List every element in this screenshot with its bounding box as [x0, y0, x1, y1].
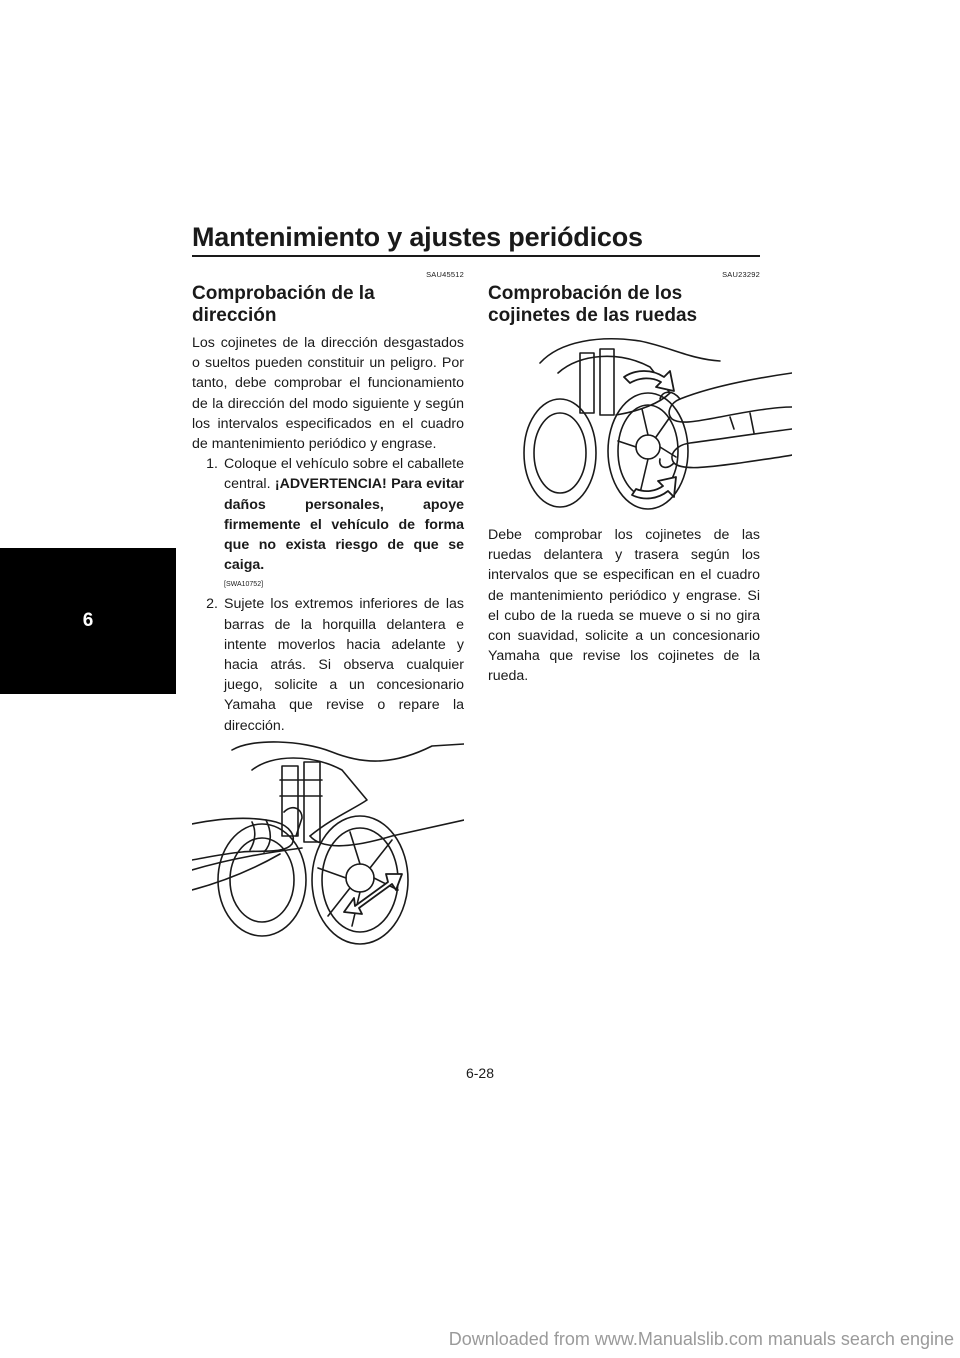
left-column — [192, 270, 464, 950]
page-number: 6-28 — [465, 1065, 495, 1081]
section-code: SAU23292 — [722, 270, 760, 279]
step-1 — [192, 454, 464, 575]
section-intro: Los cojinetes de la dirección desgastados o sueltos pueden constituir un peligro. Por tanto, debe comprobar el funcionamiento de la dirección del modo siguiente y según los intervalos especificados en el cuadro de mantenimiento periódico y engrase. — [192, 335, 464, 453]
section-heading: Comprobación de los cojinetes de las ruedas — [488, 283, 698, 326]
right-column — [488, 270, 760, 687]
section-heading: Comprobación de la dirección — [192, 283, 375, 326]
step-instruction: Coloque el vehículo sobre el caballete central. — [224, 456, 464, 493]
warning-code: [SWA10752] — [224, 581, 264, 589]
page-title: Mantenimiento y ajustes periódicos — [192, 222, 643, 252]
step-number: 2. — [206, 596, 218, 613]
warning-text: ¡ADVERTENCIA! Para evitar daños personales, apoye firmemente el vehículo de forma que no exista riesgo de que se caiga. — [224, 476, 464, 574]
section-code: SAU45512 — [426, 270, 464, 279]
section-body: Debe comprobar los cojinetes de las ruedas delantera y trasera según los intervalos que se especifican en el cuadro de mantenimiento periódico y engrase. Si el cubo de la rueda se mueve o si no gira con suavidad, solicite a un concesionario Yamaha que revise los cojinetes de la rueda. — [488, 527, 760, 685]
footer-url[interactable]: Downloaded from www.Manualslib.com manuals search engine — [448, 1329, 954, 1349]
step-text — [224, 454, 464, 575]
step-2 — [192, 594, 464, 735]
chapter-tab — [0, 548, 176, 694]
steering-check-illustration-icon — [192, 740, 464, 950]
step-text: Sujete los extremos inferiores de las barras de la horquilla delantera e intente moverlos hacia adelante y hacia atrás. Si observa cualquier juego, solicite a un concesionario Yamaha que revise o repare la dirección. — [224, 596, 464, 734]
wheel-bearing-check-illustration-icon — [520, 333, 792, 511]
chapter-number: 6 — [82, 610, 94, 631]
step-number: 1. — [206, 456, 218, 473]
header-rule — [192, 255, 760, 257]
